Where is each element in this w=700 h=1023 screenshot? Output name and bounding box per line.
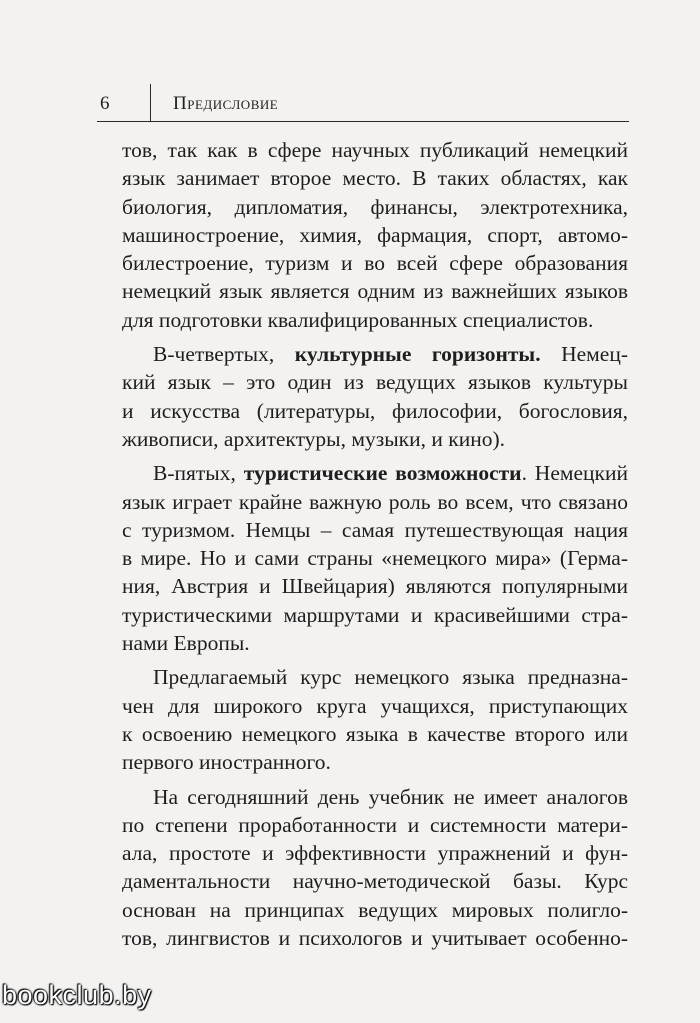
text-line: немецкий язык является одним из важнейших языков <box>122 279 628 304</box>
text-run: . Немецкий <box>521 461 628 486</box>
watermark: bookclub.by <box>2 980 152 1010</box>
header-rule <box>97 121 629 122</box>
text-line: тов, так как в сфере научных публикаций немецкий <box>122 138 628 162</box>
text-line: тов, лингвистов и психологов и учитывает особенно- <box>122 926 628 951</box>
text-line: по степени проработанности и системности матери- <box>122 812 628 837</box>
text-line: билестроение, туризм и во всей сфере образования <box>122 251 628 276</box>
text-line: чен для широкого круга учащихся, приступающих <box>122 693 628 718</box>
running-header <box>97 84 629 122</box>
text-line: живописи, архитектуры, музыки, и кино). <box>122 426 506 451</box>
text-line: машиностроение, химия, фармация, спорт, автомо- <box>122 222 628 247</box>
text-line: и искусства (литературы, философии, богословия, <box>122 398 628 423</box>
body-text <box>122 136 628 952</box>
running-title: Предисловие <box>173 93 279 114</box>
text-run: Немец- <box>540 342 628 367</box>
text-line: с туризмом. Немцы – самая путешествующая нация <box>122 517 628 542</box>
text-line: кий язык – это один из ведущих языков культуры <box>122 370 628 395</box>
text-line: ния, Австрия и Швейцария) являются популярными <box>122 574 628 599</box>
text-line: биология, дипломатия, финансы, электротехника, <box>122 194 628 219</box>
text-line: ала, простоте и эффективности упражнений и фун- <box>122 841 628 866</box>
text-line: к освоению немецкого языка в качестве второго или <box>122 721 628 746</box>
bold-term: туристические возможности <box>243 461 522 486</box>
text-line: для подготовки квалифицированных специалистов. <box>122 307 594 332</box>
text-line: туристическими маршрутами и красивейшими стра- <box>122 602 628 627</box>
text-line <box>122 459 628 487</box>
header-separator <box>150 84 151 122</box>
text-run: В-пятых, <box>153 461 244 486</box>
text-line: нами Европы. <box>122 631 250 656</box>
text-line: Предлагаемый курс немецкого языка предназна- <box>153 665 628 690</box>
text-line: в мире. Но и сами страны «немецкого мира» (Герма- <box>122 546 628 571</box>
bold-term: культурные горизонты. <box>294 342 541 367</box>
text-run: В-четвертых, <box>153 342 295 367</box>
page-number: 6 <box>100 93 110 114</box>
text-line: язык занимает второе место. В таких областях, как <box>122 166 628 191</box>
text-line: первого иностранного. <box>122 750 331 775</box>
text-line <box>122 340 628 368</box>
text-line: даментальности научно-методической базы. Курс <box>122 869 628 894</box>
text-line: На сегодняшний день учебник не имеет аналогов <box>153 784 628 809</box>
text-line: основан на принципах ведущих мировых полигло- <box>122 897 628 922</box>
text-line: язык играет крайне важную роль во всем, что связано <box>122 489 628 514</box>
